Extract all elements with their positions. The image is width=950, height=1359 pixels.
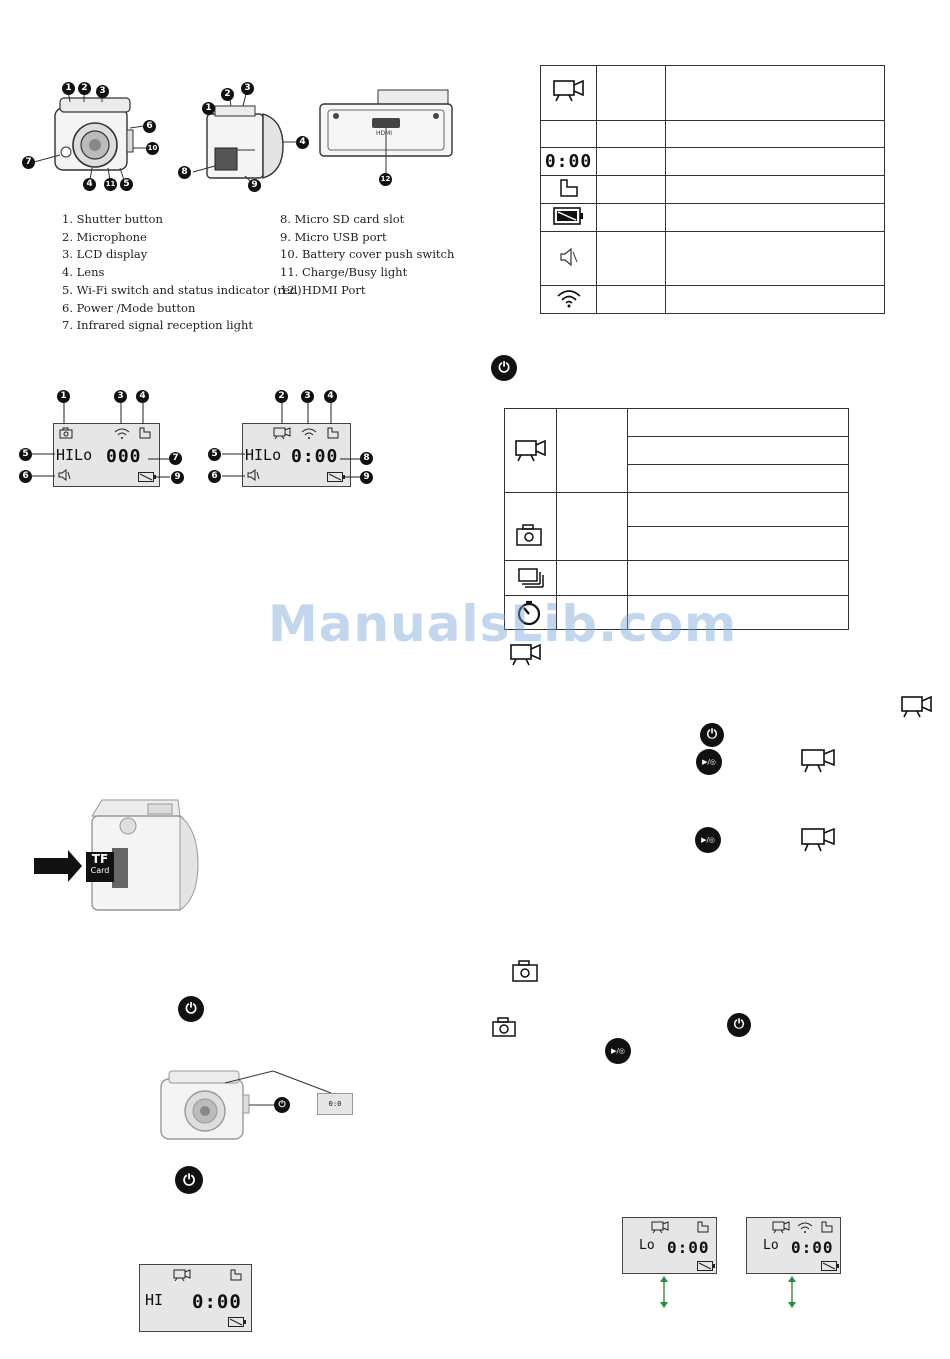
power-icon: ⏻ bbox=[700, 723, 724, 747]
up-down-arrow-icon bbox=[659, 1276, 669, 1308]
callout-front-7: 7 bbox=[22, 156, 35, 169]
part-item: 3. LCD display bbox=[62, 247, 148, 262]
mute-icon bbox=[559, 247, 579, 267]
camera-icon bbox=[515, 523, 543, 547]
table-cell bbox=[597, 121, 666, 148]
parts-list-left bbox=[62, 211, 302, 335]
video-icon bbox=[552, 79, 586, 103]
callout-front-2: 2 bbox=[78, 82, 91, 95]
table-row bbox=[541, 176, 885, 204]
sd-card-text-card: Card bbox=[90, 866, 110, 875]
callout-front-6: 6 bbox=[143, 120, 156, 133]
sd-card-icon bbox=[697, 1221, 709, 1233]
icon-legend-table bbox=[540, 65, 885, 314]
camera-icon bbox=[511, 959, 539, 983]
lcd-timer: 0:00 bbox=[291, 446, 339, 467]
table-cell bbox=[597, 66, 666, 121]
part-item: 7. Infrared signal reception light bbox=[62, 318, 253, 333]
callout-lcd1-3: 3 bbox=[114, 390, 127, 403]
table-row bbox=[541, 286, 885, 314]
video-icon bbox=[173, 1269, 191, 1281]
table-cell bbox=[666, 121, 885, 148]
camera-sd-drawing bbox=[30, 790, 210, 920]
video-icon bbox=[514, 439, 548, 463]
up-down-arrow-icon bbox=[787, 1276, 797, 1308]
table-cell bbox=[541, 286, 597, 314]
lcd-resolution: HILo bbox=[245, 446, 282, 464]
sd-card-icon bbox=[559, 178, 579, 198]
watermark: ManualsLib.com bbox=[268, 595, 738, 653]
table-row bbox=[541, 232, 885, 286]
callout-lcd2-8: 8 bbox=[360, 452, 373, 465]
table-cell bbox=[541, 232, 597, 286]
power-lcd-text: 0:0 bbox=[328, 1100, 342, 1108]
preview-lcd-time: 0:00 bbox=[791, 1238, 834, 1257]
callout-lcd2-5: 5 bbox=[208, 448, 221, 461]
callout-side-2: 2 bbox=[221, 88, 234, 101]
mode-button-icon: ▶/◎ bbox=[605, 1038, 631, 1064]
callout-front-10: 10 bbox=[146, 142, 159, 155]
callout-lcd2-3: 3 bbox=[301, 390, 314, 403]
callout-lcd2-4: 4 bbox=[324, 390, 337, 403]
preview-lcd-resolution: Lo bbox=[763, 1238, 779, 1253]
preview-lcd-left bbox=[622, 1217, 717, 1274]
part-item: 1. Shutter button bbox=[62, 212, 163, 226]
table-cell bbox=[666, 232, 885, 286]
callout-lcd2-2: 2 bbox=[275, 390, 288, 403]
table-cell bbox=[597, 286, 666, 314]
lcd-counter: 000 bbox=[106, 446, 142, 467]
video-icon bbox=[800, 748, 838, 774]
table-cell bbox=[597, 148, 666, 176]
power-button-callout: ⏻ bbox=[274, 1097, 290, 1113]
callout-lcd1-6: 6 bbox=[19, 470, 32, 483]
table-divider bbox=[627, 526, 848, 527]
camera-bottom-diagram bbox=[318, 88, 458, 188]
sd-card-icon bbox=[230, 1269, 242, 1281]
burst-icon bbox=[517, 567, 545, 589]
power-icon: ⏻ bbox=[178, 996, 204, 1022]
part-item: 5. Wi-Fi switch and status indicator (red) bbox=[62, 282, 302, 297]
table-cell bbox=[541, 176, 597, 204]
power-on-diagram bbox=[155, 1065, 365, 1145]
part-item: 9. Micro USB port bbox=[280, 229, 387, 244]
callout-lcd1-5: 5 bbox=[19, 448, 32, 461]
timer-glyph: 0:00 bbox=[544, 151, 593, 172]
video-icon bbox=[900, 695, 934, 719]
table-cell bbox=[541, 148, 597, 176]
power-icon: ⏻ bbox=[175, 1166, 203, 1194]
table-cell bbox=[597, 232, 666, 286]
table-cell bbox=[666, 286, 885, 314]
sd-card-insert-diagram bbox=[30, 790, 210, 920]
video-icon bbox=[651, 1221, 669, 1233]
callout-front-5: 5 bbox=[120, 178, 133, 191]
table-divider bbox=[505, 492, 848, 493]
preview-lcd-resolution: Lo bbox=[639, 1238, 655, 1253]
part-item: 6. Power /Mode button bbox=[62, 300, 196, 315]
camera-side-diagram bbox=[175, 80, 315, 195]
camera-icon bbox=[491, 1016, 517, 1038]
table-cell bbox=[541, 204, 597, 232]
callout-front-3: 3 bbox=[96, 85, 109, 98]
part-item: 10. Battery cover push switch bbox=[280, 247, 455, 262]
sd-card-text-tf: TF bbox=[91, 852, 109, 866]
callout-bottom-12: 12 bbox=[379, 173, 392, 186]
hdmi-label: HDMI bbox=[376, 130, 393, 137]
preview-lcd-right bbox=[746, 1217, 841, 1274]
startup-lcd bbox=[139, 1264, 252, 1332]
table-divider bbox=[505, 560, 848, 561]
table-row bbox=[541, 204, 885, 232]
power-icon: ⏻ bbox=[491, 355, 517, 381]
callout-lcd1-4: 4 bbox=[136, 390, 149, 403]
wifi-icon bbox=[556, 288, 582, 308]
callout-lcd1-9: 9 bbox=[171, 471, 184, 484]
part-item: 4. Lens bbox=[62, 265, 105, 280]
parts-list-right bbox=[280, 211, 454, 300]
startup-lcd-resolution: HI bbox=[145, 1291, 164, 1309]
video-icon bbox=[772, 1221, 790, 1233]
lcd2-leader-lines bbox=[205, 390, 405, 490]
callout-lcd1-7: 7 bbox=[169, 452, 182, 465]
table-cell bbox=[597, 204, 666, 232]
wifi-icon bbox=[797, 1221, 813, 1233]
callout-side-4: 4 bbox=[296, 136, 309, 149]
battery-icon bbox=[552, 206, 586, 226]
mode-button-icon: ▶/◎ bbox=[696, 749, 722, 775]
part-item: 12. HDMI Port bbox=[280, 282, 366, 297]
callout-lcd2-9: 9 bbox=[360, 471, 373, 484]
sd-card bbox=[86, 852, 114, 882]
lcd1-leader-lines bbox=[15, 390, 215, 490]
preview-lcd-time: 0:00 bbox=[667, 1238, 710, 1257]
table-row bbox=[541, 121, 885, 148]
table-row bbox=[541, 66, 885, 121]
battery-icon bbox=[821, 1261, 839, 1271]
callout-side-1: 1 bbox=[202, 102, 215, 115]
table-cell bbox=[666, 148, 885, 176]
callout-front-11: 11 bbox=[104, 178, 117, 191]
battery-icon bbox=[697, 1261, 715, 1271]
power-icon: ⏻ bbox=[727, 1013, 751, 1037]
table-cell bbox=[666, 176, 885, 204]
callout-side-3: 3 bbox=[241, 82, 254, 95]
table-cell bbox=[666, 204, 885, 232]
part-item: 2. Microphone bbox=[62, 229, 147, 244]
callout-lcd1-1: 1 bbox=[57, 390, 70, 403]
camera-side-drawing bbox=[175, 80, 315, 195]
table-cell bbox=[541, 121, 597, 148]
callout-lcd2-6: 6 bbox=[208, 470, 221, 483]
power-lcd-small bbox=[317, 1093, 353, 1115]
mode-button-icon: ▶/◎ bbox=[695, 827, 721, 853]
callout-front-1: 1 bbox=[62, 82, 75, 95]
table-cell bbox=[666, 66, 885, 121]
startup-lcd-time: 0:00 bbox=[192, 1291, 242, 1313]
callout-front-4: 4 bbox=[83, 178, 96, 191]
table-cell bbox=[541, 66, 597, 121]
table-cell bbox=[597, 176, 666, 204]
part-item: 11. Charge/Busy light bbox=[280, 265, 408, 280]
table-divider bbox=[627, 464, 848, 465]
camera-front-diagram bbox=[20, 60, 170, 190]
table-row bbox=[541, 148, 885, 176]
sd-card-icon bbox=[821, 1221, 833, 1233]
video-icon bbox=[800, 827, 838, 853]
part-item: 8. Micro SD card slot bbox=[280, 212, 405, 226]
table-divider bbox=[627, 436, 848, 437]
callout-side-8: 8 bbox=[178, 166, 191, 179]
callout-side-9: 9 bbox=[248, 179, 261, 192]
battery-icon bbox=[228, 1317, 246, 1327]
lcd-resolution: HILo bbox=[56, 446, 93, 464]
